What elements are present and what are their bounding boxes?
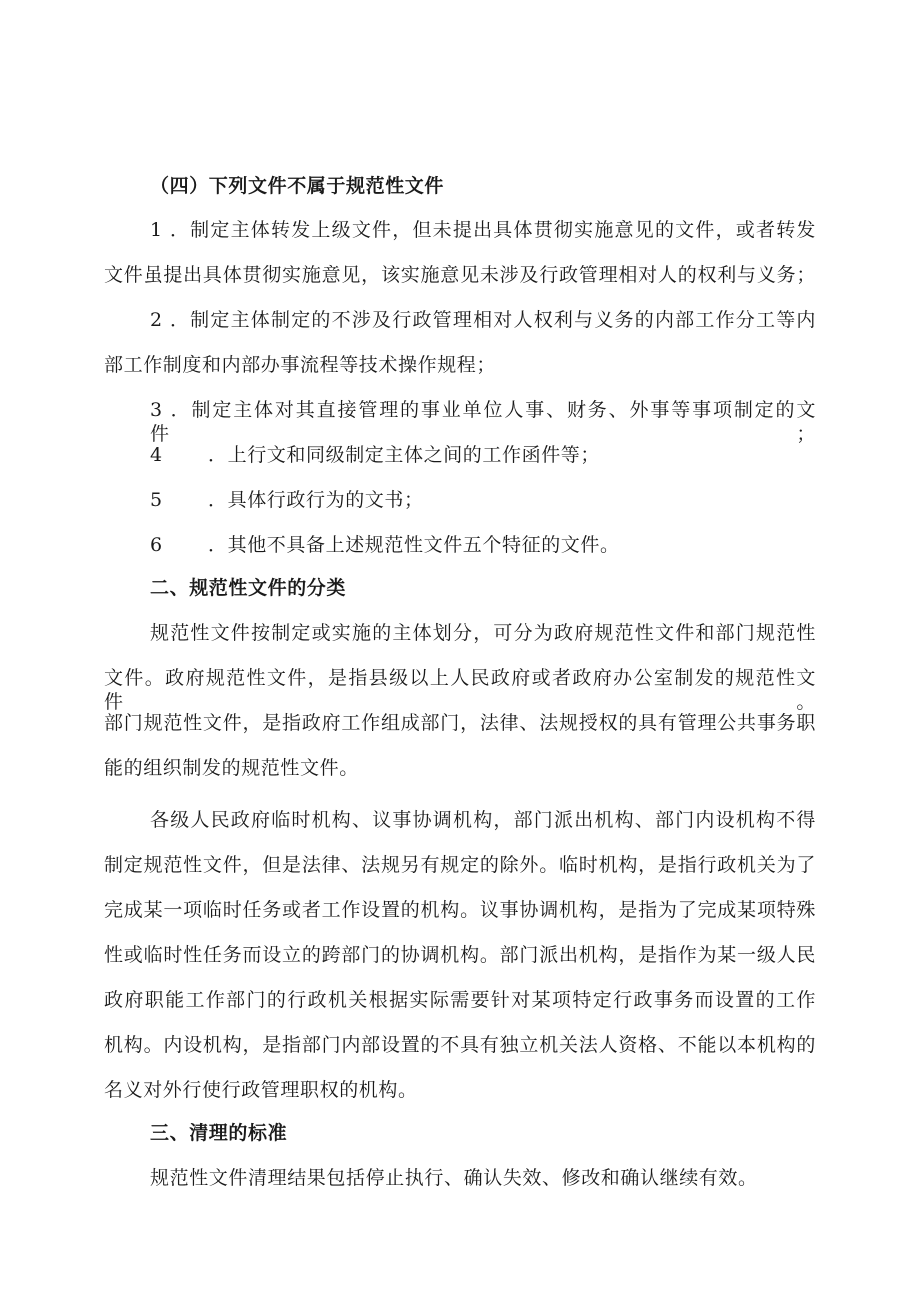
para-3: 规范性文件清理结果包括停止执行、确认失效、修改和确认继续有效。 bbox=[150, 1167, 758, 1189]
para-2-line-3: 完成某一项临时任务或者工作设置的机构。议事协调机构，是指为了完成某项特殊 bbox=[104, 899, 816, 921]
para-1-line-3: 部门规范性文件，是指政府工作组成部门，法律、法规授权的具有管理公共事务职 bbox=[104, 712, 816, 734]
item-2-number: 2 bbox=[150, 309, 163, 331]
section-3-heading: 三、清理的标准 bbox=[150, 1122, 288, 1144]
para-1-line-1: 规范性文件按制定或实施的主体划分，可分为政府规范性文件和部门规范性 bbox=[150, 622, 816, 644]
item-1-line-1 bbox=[150, 218, 816, 242]
item-5-number: 5 bbox=[150, 489, 163, 511]
para-1-line-2: 文件。政府规范性文件，是指县级以上人民政府或者政府办公室制发的规范性文件。 bbox=[104, 667, 816, 713]
item-3-text-1: ．制定主体对其直接管理的事业单位人事、财务、外事等事项制定的文件； bbox=[150, 399, 816, 445]
item-1-number: 1 bbox=[150, 219, 163, 241]
para-2-line-5: 政府职能工作部门的行政机关根据实际需要针对某项特定行政事务而设置的工作 bbox=[104, 989, 816, 1011]
para-2-line-1: 各级人民政府临时机构、议事协调机构，部门派出机构、部门内设机构不得 bbox=[150, 809, 816, 831]
item-2-line-2: 部工作制度和内部办事流程等技术操作规程； bbox=[104, 354, 497, 376]
item-5-text: ．具体行政行为的文书； bbox=[208, 489, 424, 511]
item-1-line-2: 文件虽提出具体贯彻实施意见，该实施意见未涉及行政管理相对人的权利与义务； bbox=[104, 264, 816, 286]
section-4-heading: （四）下列文件不属于规范性文件 bbox=[150, 175, 445, 197]
item-6 bbox=[150, 533, 862, 557]
item-2-line-1 bbox=[150, 308, 816, 332]
item-4-text: ．上行文和同级制定主体之间的工作函件等； bbox=[208, 444, 601, 466]
para-2-line-7: 名义对外行使行政管理职权的机构。 bbox=[104, 1079, 418, 1101]
item-6-text: ．其他不具备上述规范性文件五个特征的文件。 bbox=[208, 534, 620, 556]
para-2-line-4: 性或临时性任务而设立的跨部门的协调机构。部门派出机构，是指作为某一级人民 bbox=[104, 944, 816, 966]
item-2-text-1: ．制定主体制定的不涉及行政管理相对人权利与义务的内部工作分工等内 bbox=[169, 309, 816, 331]
item-3-line-1 bbox=[150, 398, 816, 446]
para-2-line-6: 机构。内设机构，是指部门内部设置的不具有独立机关法人资格、不能以本机构的 bbox=[104, 1034, 816, 1056]
para-1-line-4: 能的组织制发的规范性文件。 bbox=[104, 757, 359, 779]
item-1-text-1: ．制定主体转发上级文件，但未提出具体贯彻实施意见的文件，或者转发 bbox=[169, 219, 816, 241]
section-2-heading: 二、规范性文件的分类 bbox=[150, 577, 347, 599]
item-5 bbox=[150, 488, 862, 512]
para-2-line-2: 制定规范性文件，但是法律、法规另有规定的除外。临时机构，是指行政机关为了 bbox=[104, 854, 816, 876]
item-4-number: 4 bbox=[150, 444, 163, 466]
item-6-number: 6 bbox=[150, 534, 163, 556]
item-3-number: 3 bbox=[150, 399, 163, 421]
item-4 bbox=[150, 443, 862, 467]
